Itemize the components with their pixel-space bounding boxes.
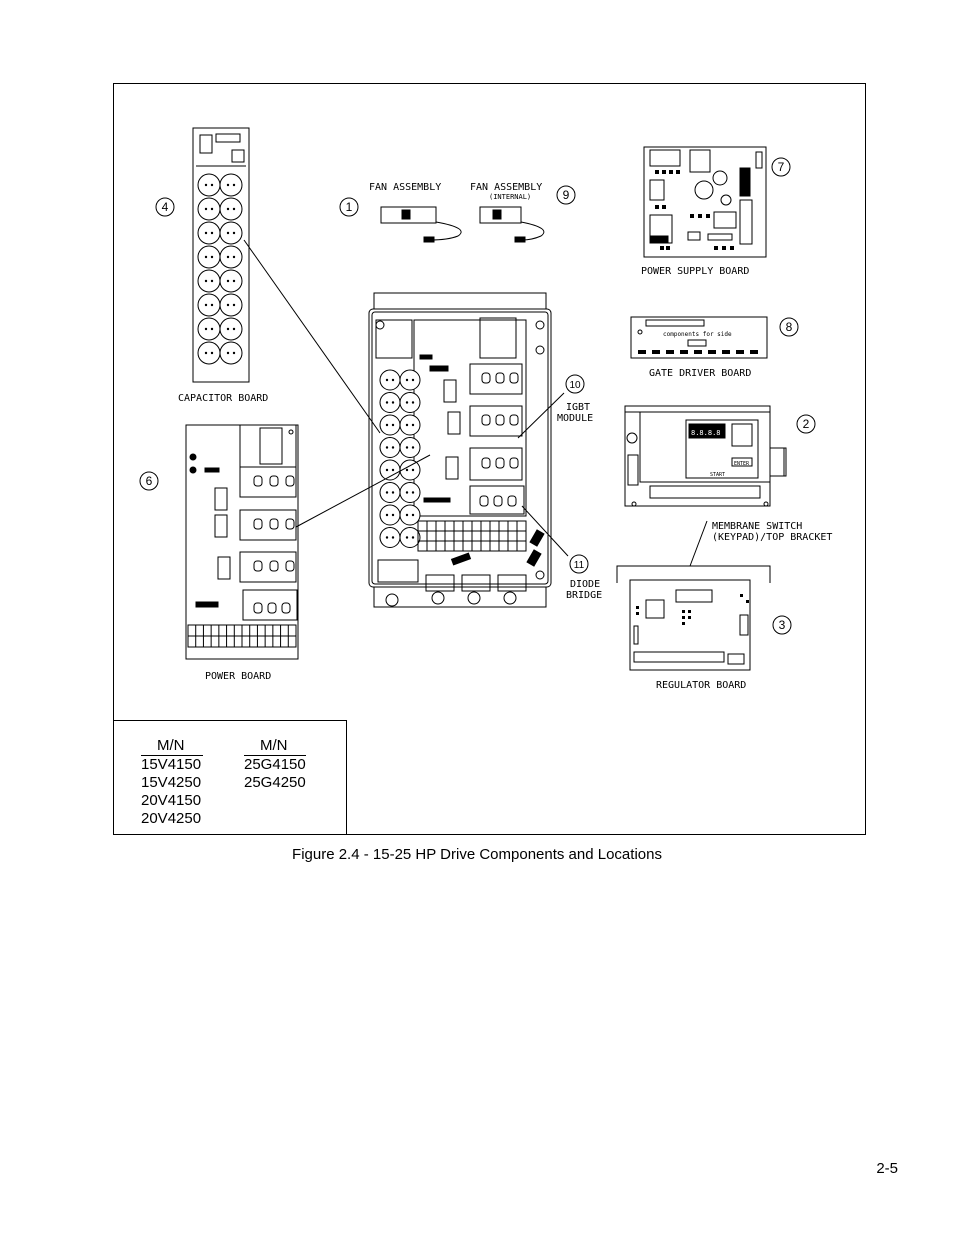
capacitor-can	[400, 438, 420, 458]
capacitor-terminal	[227, 208, 229, 210]
terminal-lug	[482, 458, 490, 468]
component-pad	[730, 246, 734, 250]
capacitor-terminal	[227, 184, 229, 186]
terminal-lug	[286, 561, 294, 571]
capacitor-can	[380, 438, 400, 458]
capacitor-can	[220, 294, 242, 316]
terminal-lug	[270, 519, 278, 529]
membrane-label-line2: (KEYPAD)/TOP BRACKET	[712, 532, 833, 543]
capacitor-terminal	[233, 232, 235, 234]
power-supply-board-drawing	[644, 147, 766, 257]
capacitor-terminal	[392, 514, 394, 516]
component-pad	[636, 606, 639, 609]
terminal-lug	[268, 603, 276, 613]
terminal-lug	[510, 458, 518, 468]
capacitor-terminal	[211, 184, 213, 186]
terminal-lug	[254, 561, 262, 571]
igbt-label-line1: IGBT	[566, 402, 591, 413]
callout-2: 2	[802, 417, 810, 431]
capacitor-terminal	[392, 469, 394, 471]
callout-8: 8	[785, 320, 793, 334]
terminal-lug	[270, 561, 278, 571]
gate-driver-board-label: GATE DRIVER BOARD	[649, 368, 752, 379]
internal-note-label: (INTERNAL)	[489, 193, 532, 201]
membrane-label-line1: MEMBRANE SWITCH	[712, 521, 803, 532]
capacitor-terminal	[205, 304, 207, 306]
capacitor-terminal	[412, 401, 414, 403]
capacitor-can	[400, 415, 420, 435]
capacitor-terminal	[406, 446, 408, 448]
capacitor-terminal	[205, 280, 207, 282]
model-number-table	[113, 720, 347, 835]
component-pad	[690, 214, 694, 218]
capacitor-can	[400, 528, 420, 548]
capacitor-terminal	[406, 536, 408, 538]
capacitor-terminal	[392, 536, 394, 538]
capacitor-can	[400, 483, 420, 503]
regulator-board-drawing	[617, 566, 770, 670]
capacitor-terminal	[406, 379, 408, 381]
capacitor-can	[380, 370, 400, 390]
fan-assembly-label: FAN ASSEMBLY	[369, 182, 442, 193]
capacitor-terminal	[233, 328, 235, 330]
diode-label-line1: DIODE	[570, 579, 601, 590]
terminal-lug	[510, 415, 518, 425]
component-pad	[666, 246, 670, 250]
capacitor-can	[198, 318, 220, 340]
mn-column-2-row: 25G4150	[244, 756, 306, 773]
callout-4: 4	[161, 200, 169, 214]
terminal-lug	[510, 373, 518, 383]
component-pad	[680, 350, 688, 354]
capacitor-can	[198, 198, 220, 220]
capacitor-terminal	[205, 208, 207, 210]
component-pad	[688, 610, 691, 613]
terminal-lug	[496, 458, 504, 468]
callout-9: 9	[562, 188, 570, 202]
figure-caption: Figure 2.4 - 15-25 HP Drive Components and Locations	[292, 846, 662, 863]
capacitor-can	[220, 222, 242, 244]
keypad-bracket-drawing	[625, 406, 786, 506]
component-pad	[652, 350, 660, 354]
component-pad	[708, 350, 716, 354]
capacitor-terminal	[412, 424, 414, 426]
capacitor-terminal	[386, 536, 388, 538]
capacitor-terminal	[412, 469, 414, 471]
terminal-lug	[282, 603, 290, 613]
capacitor-terminal	[406, 514, 408, 516]
terminal-lug	[494, 496, 502, 506]
component-pad	[669, 170, 673, 174]
gate-driver-components	[638, 350, 758, 354]
mn-column-1-row: 15V4150	[141, 756, 202, 773]
capacitor-can	[380, 528, 400, 548]
capacitor-terminal	[386, 424, 388, 426]
mn-column-2	[244, 737, 306, 792]
component-pad	[694, 350, 702, 354]
capacitor-terminal	[211, 352, 213, 354]
terminal-lug	[286, 476, 294, 486]
capacitor-terminal	[386, 446, 388, 448]
power-board-label: POWER BOARD	[205, 671, 272, 682]
fan-assembly-internal-drawing	[480, 207, 544, 242]
capacitor-can	[400, 505, 420, 525]
component-pad	[655, 170, 659, 174]
capacitor-can	[198, 294, 220, 316]
power-supply-board-label: POWER SUPPLY BOARD	[641, 266, 750, 277]
capacitor-terminal	[205, 256, 207, 258]
capacitor-terminal	[233, 304, 235, 306]
capacitor-terminal	[211, 328, 213, 330]
capacitor-terminal	[406, 424, 408, 426]
capacitor-can	[220, 270, 242, 292]
component-pad	[636, 612, 639, 615]
keypad-start: START	[710, 472, 726, 478]
capacitor-terminal	[211, 280, 213, 282]
capacitor-terminal	[205, 328, 207, 330]
capacitor-can	[220, 174, 242, 196]
capacitor-terminal	[205, 232, 207, 234]
capacitor-terminal	[233, 184, 235, 186]
capacitor-terminal	[406, 401, 408, 403]
capacitor-can	[198, 222, 220, 244]
capacitor-terminal	[392, 379, 394, 381]
component-pad	[722, 350, 730, 354]
diode-label-line2: BRIDGE	[566, 590, 603, 601]
igbt-label-line2: MODULE	[557, 413, 594, 424]
capacitor-terminal	[392, 401, 394, 403]
capacitor-can	[220, 342, 242, 364]
capacitor-terminal	[227, 256, 229, 258]
terminal-lug	[254, 603, 262, 613]
capacitor-terminal	[412, 379, 414, 381]
component-pad	[688, 616, 691, 619]
component-pad	[676, 170, 680, 174]
capacitor-terminal	[386, 401, 388, 403]
component-pad	[638, 350, 646, 354]
capacitor-terminal	[412, 446, 414, 448]
capacitor-terminal	[386, 491, 388, 493]
callout-3: 3	[778, 618, 786, 632]
terminal-lug	[254, 476, 262, 486]
terminal-lug	[496, 415, 504, 425]
capacitor-terminal	[227, 280, 229, 282]
component-pad	[746, 600, 749, 603]
mn-column-1-row: 20V4250	[141, 810, 202, 827]
component-pad	[740, 594, 743, 597]
capacitor-terminal	[233, 208, 235, 210]
capacitor-terminal	[386, 514, 388, 516]
terminal-lug	[482, 373, 490, 383]
component-pad	[736, 350, 744, 354]
component-pad	[750, 350, 758, 354]
capacitor-terminal	[227, 328, 229, 330]
capacitor-terminal	[227, 352, 229, 354]
callout-10: 10	[569, 380, 581, 391]
capacitor-terminal	[386, 379, 388, 381]
capacitor-terminal	[412, 536, 414, 538]
capacitor-can	[380, 505, 400, 525]
terminal-lug	[270, 476, 278, 486]
callout-1: 1	[345, 200, 353, 214]
mn-column-2-header: M/N	[244, 737, 306, 756]
callout-11: 11	[573, 560, 585, 571]
mn-column-1-row: 15V4250	[141, 774, 202, 791]
capacitor-can	[380, 393, 400, 413]
capacitor-terminal	[211, 256, 213, 258]
component-pad	[682, 610, 685, 613]
capacitor-terminal	[205, 352, 207, 354]
capacitor-board-label: CAPACITOR BOARD	[178, 393, 269, 404]
capacitor-terminal	[392, 491, 394, 493]
terminal-lug	[480, 496, 488, 506]
terminal-lug	[482, 415, 490, 425]
mn-column-1	[141, 737, 203, 828]
capacitor-terminal	[227, 232, 229, 234]
terminal-lug	[508, 496, 516, 506]
component-pad	[682, 616, 685, 619]
terminal-lug	[496, 373, 504, 383]
component-pad	[655, 205, 659, 209]
component-pad	[698, 214, 702, 218]
capacitor-terminal	[392, 424, 394, 426]
page-number: 2-5	[876, 1160, 898, 1177]
capacitor-terminal	[412, 491, 414, 493]
power-board-drawing	[186, 425, 298, 659]
capacitor-terminal	[233, 352, 235, 354]
terminal-lug	[254, 519, 262, 529]
keypad-display: 8.8.8.8	[691, 429, 721, 437]
capacitor-terminal	[233, 256, 235, 258]
component-pad	[722, 246, 726, 250]
capacitor-terminal	[211, 304, 213, 306]
fan-assembly-drawing	[381, 207, 461, 242]
capacitor-can	[400, 393, 420, 413]
capacitor-terminal	[392, 446, 394, 448]
capacitor-terminal	[386, 469, 388, 471]
callout-7: 7	[777, 160, 785, 174]
capacitor-terminal	[227, 304, 229, 306]
mn-column-1-header: M/N	[141, 737, 203, 756]
capacitor-terminal	[406, 491, 408, 493]
mn-column-2-row: 25G4250	[244, 774, 306, 791]
capacitor-can	[380, 415, 400, 435]
capacitor-can	[198, 342, 220, 364]
component-pad	[682, 622, 685, 625]
capacitor-terminal	[412, 514, 414, 516]
capacitor-can	[220, 198, 242, 220]
capacitor-can	[220, 246, 242, 268]
capacitor-terminal	[406, 469, 408, 471]
component-pad	[660, 246, 664, 250]
keypad-enter: ENTER	[734, 461, 750, 467]
capacitor-terminal	[205, 184, 207, 186]
capacitor-can	[198, 174, 220, 196]
capacitor-can	[198, 246, 220, 268]
component-pad	[662, 205, 666, 209]
capacitor-can	[380, 483, 400, 503]
capacitor-terminal	[233, 280, 235, 282]
component-pad	[706, 214, 710, 218]
component-pad	[714, 246, 718, 250]
capacitor-terminal	[211, 232, 213, 234]
capacitor-can	[198, 270, 220, 292]
capacitor-can	[220, 318, 242, 340]
terminal-lug	[286, 519, 294, 529]
regulator-board-label: REGULATOR BOARD	[656, 680, 747, 691]
gate-board-side-text: components for side	[663, 331, 732, 338]
component-pad	[666, 350, 674, 354]
mn-column-1-row: 20V4150	[141, 792, 202, 809]
fan-assembly-internal-label: FAN ASSEMBLY	[470, 182, 543, 193]
component-pad	[662, 170, 666, 174]
capacitor-can	[400, 370, 420, 390]
capacitor-terminal	[211, 208, 213, 210]
callout-6: 6	[145, 474, 153, 488]
